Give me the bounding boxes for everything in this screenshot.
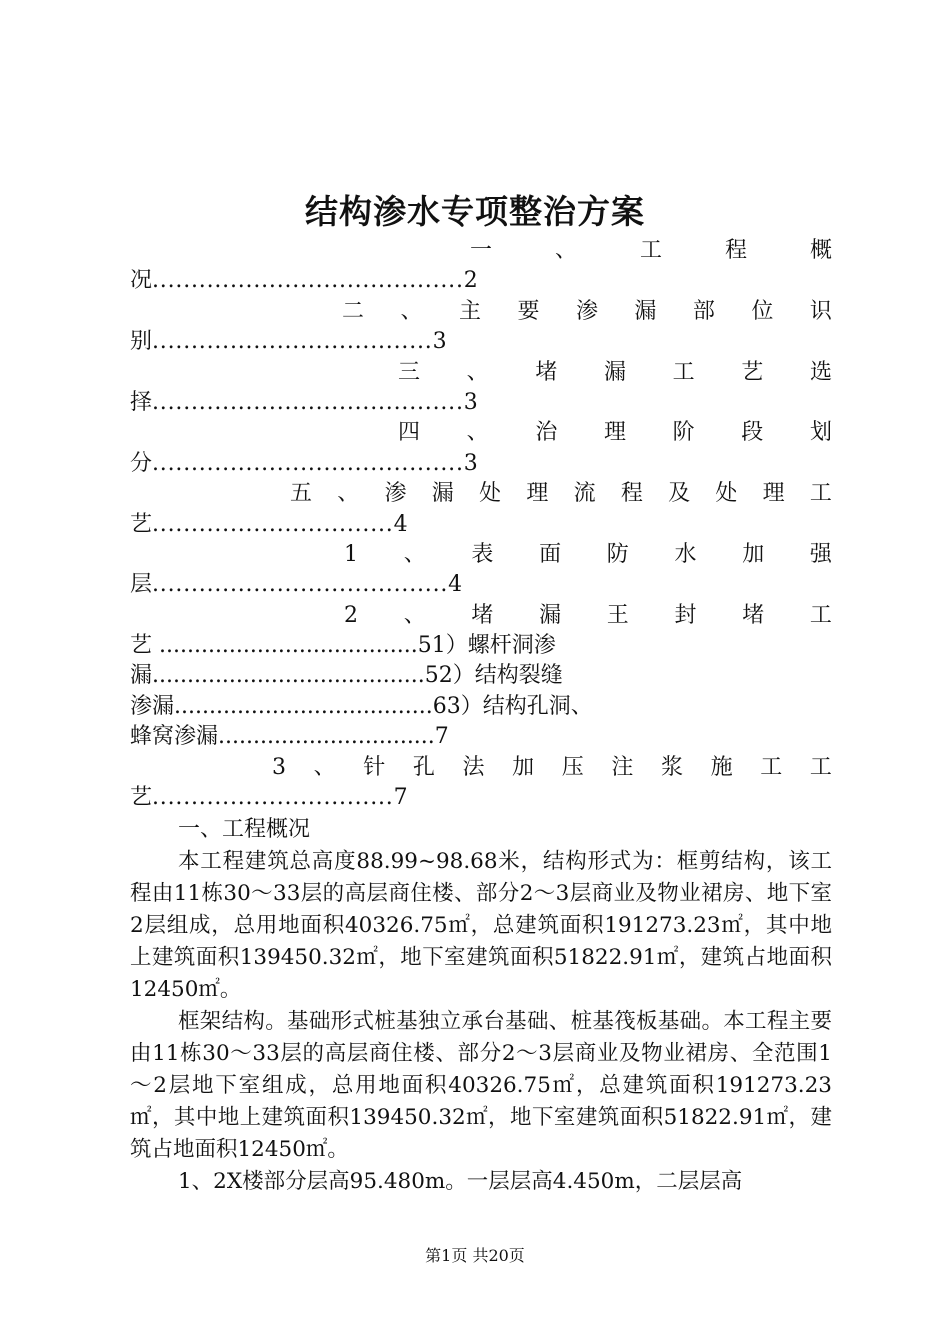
toc-char: 识 bbox=[809, 298, 832, 324]
toc-char: 渗 bbox=[575, 298, 598, 324]
toc-char: 及 bbox=[668, 481, 691, 507]
toc-entry-tail: 别 bbox=[130, 329, 153, 355]
toc-entry-heading-line bbox=[130, 418, 832, 448]
toc-char: 漏 bbox=[603, 359, 626, 385]
toc-char: 阶 bbox=[672, 420, 695, 446]
toc-page-number: 3 bbox=[463, 389, 478, 415]
toc-char: 表 bbox=[471, 541, 494, 567]
toc-char: 堵 bbox=[535, 359, 558, 385]
toc-char: 压 bbox=[561, 754, 584, 780]
toc-entry bbox=[130, 236, 832, 297]
toc-char: 漏 bbox=[431, 481, 454, 507]
toc-entry-heading-line bbox=[130, 297, 832, 327]
toc-char: 三 bbox=[398, 359, 421, 385]
toc-entry-tail: 况 bbox=[130, 268, 153, 294]
toc-char: 四 bbox=[398, 420, 421, 446]
toc-entry-heading-line bbox=[130, 540, 832, 570]
toc-char: 艺 bbox=[741, 359, 764, 385]
toc-entry bbox=[130, 753, 832, 814]
toc-entry-heading-line bbox=[130, 479, 832, 509]
toc-char: 法 bbox=[462, 754, 485, 780]
toc-dot-leader: .................................... bbox=[152, 329, 433, 355]
toc-line: 漏.......................................52）结构裂缝 bbox=[130, 663, 563, 689]
toc-entry-leader-line bbox=[130, 449, 832, 479]
toc-entry bbox=[130, 418, 832, 479]
toc-entry-leader-line bbox=[130, 266, 832, 296]
toc-char: 工 bbox=[672, 359, 695, 385]
toc-char: 加 bbox=[512, 754, 535, 780]
toc-char: 概 bbox=[809, 238, 832, 263]
toc-char: 、 bbox=[400, 298, 423, 324]
toc-char: 划 bbox=[809, 420, 832, 446]
toc-char: 2 bbox=[344, 602, 358, 628]
toc-char: 防 bbox=[606, 541, 629, 567]
toc-char: 、 bbox=[466, 420, 489, 446]
toc-page-number: 2 bbox=[463, 268, 478, 294]
toc-char: 漏 bbox=[634, 298, 657, 324]
toc-entry-heading-line bbox=[130, 753, 832, 783]
toc-char: 工 bbox=[809, 481, 832, 507]
toc-char: 工 bbox=[809, 602, 832, 628]
toc-char: 孔 bbox=[412, 754, 435, 780]
toc-entry-tail: 艺 bbox=[130, 785, 153, 811]
toc-page-number: 4 bbox=[448, 572, 463, 598]
toc-char: 、 bbox=[313, 754, 336, 780]
toc-entry bbox=[130, 358, 832, 419]
toc-char: 段 bbox=[741, 420, 764, 446]
section-heading: 一、工程概况 bbox=[178, 817, 311, 842]
toc-char: 理 bbox=[526, 481, 549, 507]
toc-char: 堵 bbox=[471, 602, 494, 628]
toc-char: 工 bbox=[639, 238, 662, 263]
toc-char: 王 bbox=[606, 602, 629, 628]
toc-char: 处 bbox=[715, 481, 738, 507]
toc-char: 一 bbox=[470, 238, 493, 263]
paragraph: 1、2X楼部分层高95.480m。一层层高4.450m，二层层高 bbox=[178, 1169, 743, 1194]
toc-line: 渗漏.....................................63）结构孔洞、 bbox=[130, 693, 593, 719]
toc-char: 、 bbox=[337, 481, 360, 507]
toc-char: 施 bbox=[710, 754, 733, 780]
toc-char: 渗 bbox=[384, 481, 407, 507]
toc-char: 位 bbox=[751, 298, 774, 324]
toc-char: 工 bbox=[809, 754, 832, 780]
toc-char: 理 bbox=[762, 481, 785, 507]
toc-dot-leader: ........................................ bbox=[152, 450, 464, 476]
toc-char: 程 bbox=[620, 481, 643, 507]
toc-char: 处 bbox=[479, 481, 502, 507]
document-body bbox=[130, 814, 832, 1198]
toc-entry-tail: 分 bbox=[130, 450, 153, 476]
toc-entry-heading-line bbox=[130, 236, 832, 266]
paragraph: 框架结构。基础形式桩基独立承台基础、桩基筏板基础。本工程主要由11栋30～33层的高层商住楼、部分2～3层商业及物业裙房、全范围1～2层地下室组成，总用地面积40326.75㎡，总建筑面积191273.23㎡，其中地上建筑面积139450.32㎡，地下室建筑面积51822.91㎡，建筑占地面积12450㎡。 bbox=[130, 1009, 832, 1162]
toc-page-number: 4 bbox=[393, 511, 408, 537]
toc-char: 程 bbox=[724, 238, 747, 263]
toc-char: 漏 bbox=[539, 602, 562, 628]
toc-entry-leader-line bbox=[130, 327, 832, 357]
toc-char: 注 bbox=[611, 754, 634, 780]
toc-dot-leader: ............................... bbox=[152, 511, 394, 537]
paragraph: 本工程建筑总高度88.99~98.68米，结构形式为：框剪结构，该工程由11栋30～33层的高层商住楼、部分2～3层商业及物业裙房、地下室2层组成，总用地面积40326.75㎡，总建筑面积191273.23㎡，其中地上建筑面积139450.32㎡，地下室建筑面积51822.91㎡，建筑占地面积12450㎡。 bbox=[130, 849, 832, 1002]
toc-entry bbox=[130, 601, 832, 631]
toc-entry-heading-line bbox=[130, 358, 832, 388]
page-footer: 第1页 共20页 bbox=[425, 1246, 525, 1265]
toc-entry-tail: 层 bbox=[130, 572, 153, 598]
toc-char: 、 bbox=[554, 238, 577, 263]
toc-page-number: 3 bbox=[432, 329, 447, 355]
toc-char: 面 bbox=[539, 541, 562, 567]
toc-entry-heading-line bbox=[130, 601, 832, 631]
toc-char: 要 bbox=[517, 298, 540, 324]
toc-char: 浆 bbox=[660, 754, 683, 780]
toc-char: 二 bbox=[342, 298, 365, 324]
toc-char: 工 bbox=[760, 754, 783, 780]
toc-char: 、 bbox=[466, 359, 489, 385]
toc-char: 水 bbox=[674, 541, 697, 567]
toc-char: 治 bbox=[535, 420, 558, 446]
toc-entry-tail: 艺 bbox=[130, 511, 153, 537]
toc-char: 流 bbox=[573, 481, 596, 507]
toc-entry bbox=[130, 479, 832, 540]
toc-line: 蜂窝渗漏...............................7 bbox=[130, 724, 449, 750]
toc-char: 加 bbox=[742, 541, 765, 567]
toc-dot-leader: ........................................ bbox=[152, 389, 464, 415]
toc-page-number: 3 bbox=[463, 450, 478, 476]
toc-entry bbox=[130, 297, 832, 358]
toc-char: 3 bbox=[272, 754, 286, 780]
toc-entry bbox=[130, 540, 832, 601]
toc-dot-leader: ...................................... bbox=[152, 572, 449, 598]
toc-entry-leader-line bbox=[130, 388, 832, 418]
toc-char: 理 bbox=[603, 420, 626, 446]
toc-char: 、 bbox=[403, 602, 426, 628]
toc-char: 强 bbox=[809, 541, 832, 567]
toc-dot-leader: ............................... bbox=[152, 785, 394, 811]
toc-page-number: 7 bbox=[393, 785, 408, 811]
toc-char: 、 bbox=[403, 541, 426, 567]
toc-entry-leader-line bbox=[130, 510, 832, 540]
toc-char: 主 bbox=[458, 298, 481, 324]
toc-char: 封 bbox=[674, 602, 697, 628]
toc-dot-leader: ........................................ bbox=[152, 268, 464, 294]
toc-char: 五 bbox=[290, 481, 313, 507]
table-of-contents bbox=[130, 236, 832, 813]
toc-char: 部 bbox=[692, 298, 715, 324]
toc-char: 堵 bbox=[742, 602, 765, 628]
toc-entry-tail: 择 bbox=[130, 389, 153, 415]
toc-char: 选 bbox=[809, 359, 832, 385]
toc-char: 针 bbox=[363, 754, 386, 780]
toc-char: 1 bbox=[344, 541, 358, 567]
toc-line: 艺 .....................................51）螺杆洞渗 bbox=[130, 633, 556, 659]
document-title: 结构渗水专项整治方案 bbox=[305, 192, 645, 231]
toc-entry-leader-line bbox=[130, 783, 832, 813]
toc-entry-leader-line bbox=[130, 570, 832, 600]
